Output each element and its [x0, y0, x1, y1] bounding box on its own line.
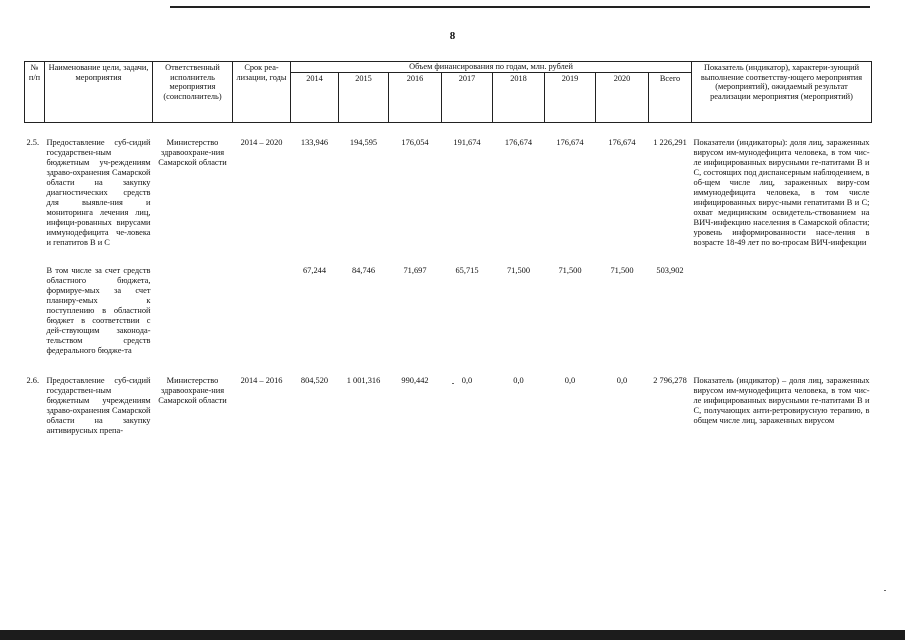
header-financing-group: Объем финансирования по годам, млн. рублей — [291, 62, 692, 73]
value-2016: 176,054 — [401, 138, 429, 147]
row-responsible — [153, 265, 233, 357]
value-2015: 194,595 — [349, 138, 378, 147]
header-num: № п/п — [25, 62, 45, 123]
page-number: 8 — [449, 30, 456, 42]
row-responsible: Министерство здравоохране-ния Самарской области — [158, 376, 227, 405]
header-total: Всего — [649, 73, 692, 123]
header-indicator: Показатель (индикатор), характери-зующий выполнение соответству-ющего мероприятия (мероприятий), ожидаемый результат реализации мероприятия (мероприятий) — [692, 62, 872, 123]
value-2019: 71,500 — [558, 266, 582, 275]
row-indicator — [692, 265, 872, 357]
row-name: Предоставление суб-сидий государствен-ным бюджетным уч-реждениям здраво-охранения Самарской области на закупку диагностических средств для выявле-ния и мониторинга лечения лиц, инфици-рованных вирусами иммунодефицита че-ловека и гепатитов В и С — [46, 138, 151, 247]
top-rule — [170, 6, 870, 8]
row-name: Предоставление суб-сидий государствен-ным бюджетным учреждениям здраво-охранения Самарской области на закупку антивирусных препа- — [46, 376, 151, 435]
table-row — [25, 137, 872, 249]
value-2014: 804,520 — [300, 376, 329, 385]
header-year: 2014 — [291, 73, 339, 123]
value-2019: 176,674 — [556, 138, 584, 147]
value-2014: 133,946 — [300, 138, 329, 147]
row-term: 2014 – 2016 — [240, 376, 283, 385]
row-number — [25, 265, 45, 357]
row-indicator: Показатели (индикаторы): доля лиц, зараженных вирусом им-мунодефицита человека, в том чис-ле инфицированных вирусными ге-патитами В и С, состоящих под диспансерным наблюдением, в об-щем числе лиц, зараженных виру-сом иммунодефицита человека, в том числе инфицированных вирус-ными гепатитами В и С; охват медицинским освидетель-ствованием на ВИЧ-инфекцию населения в Самарской области; уровень информированности насе-ления в возрасте 18-49 лет по во-просам ВИЧ-инфекции — [693, 138, 870, 247]
value-2020: 0,0 — [616, 376, 628, 385]
row-responsible: Министерство здравоохране-ния Самарской области — [158, 138, 227, 167]
value-2016: 990,442 — [401, 376, 429, 385]
value-total: 1 226,291 — [653, 138, 687, 147]
header-name: Наименование цели, задачи, мероприятия — [45, 62, 153, 123]
header-year: 2015 — [339, 73, 389, 123]
row-term: 2014 – 2020 — [240, 138, 283, 147]
scan-speck — [452, 383, 454, 384]
header-responsible: Ответственный исполнитель мероприятия (соисполнитель) — [153, 62, 233, 123]
header-year: 2019 — [545, 73, 596, 123]
header-term: Срок реа-лизации, годы — [233, 62, 291, 123]
value-2018: 71,500 — [506, 266, 531, 275]
table-row — [25, 265, 872, 357]
financing-table — [24, 61, 872, 437]
header-year: 2020 — [596, 73, 649, 123]
value-2019: 0,0 — [564, 376, 576, 385]
row-number: 2.6. — [26, 376, 40, 385]
value-2017: 65,715 — [455, 266, 479, 275]
value-2014: 67,244 — [302, 266, 327, 275]
value-2015: 84,746 — [351, 266, 376, 275]
header-year: 2016 — [389, 73, 442, 123]
value-total: 503,902 — [656, 266, 684, 275]
header-row — [25, 62, 872, 73]
row-indicator: Показатель (индикатор) – доля лиц, зараженных вирусом им-мунодефицита человека, в том чис-ле инфицированных вирусными ге-патитами В и С, получающих анти-ретровирусную терапию, в общем числе лиц, зараженных вирусом — [693, 376, 870, 425]
row-term — [233, 265, 291, 357]
row-number: 2.5. — [26, 138, 40, 147]
value-2017: 0,0 — [461, 376, 473, 385]
row-name: В том числе за счет средств областного бюджета, формируе-мых за счет планиру-емых к поступлению в областной бюджет в соответствии с дей-ствующим законода-тельством средств федерального бюдже-та — [46, 266, 151, 355]
bottom-scan-edge — [0, 630, 905, 640]
value-2020: 176,674 — [608, 138, 636, 147]
header-year: 2017 — [442, 73, 493, 123]
value-2017: 191,674 — [453, 138, 481, 147]
value-2018: 0,0 — [513, 376, 524, 385]
header-year: 2018 — [493, 73, 545, 123]
value-total: 2 796,278 — [653, 376, 687, 385]
value-2020: 71,500 — [610, 266, 634, 275]
table-row — [25, 375, 872, 437]
value-2018: 176,674 — [504, 138, 533, 147]
value-2015: 1 001,316 — [346, 376, 381, 385]
scan-speck — [884, 590, 886, 591]
value-2016: 71,697 — [403, 266, 427, 275]
